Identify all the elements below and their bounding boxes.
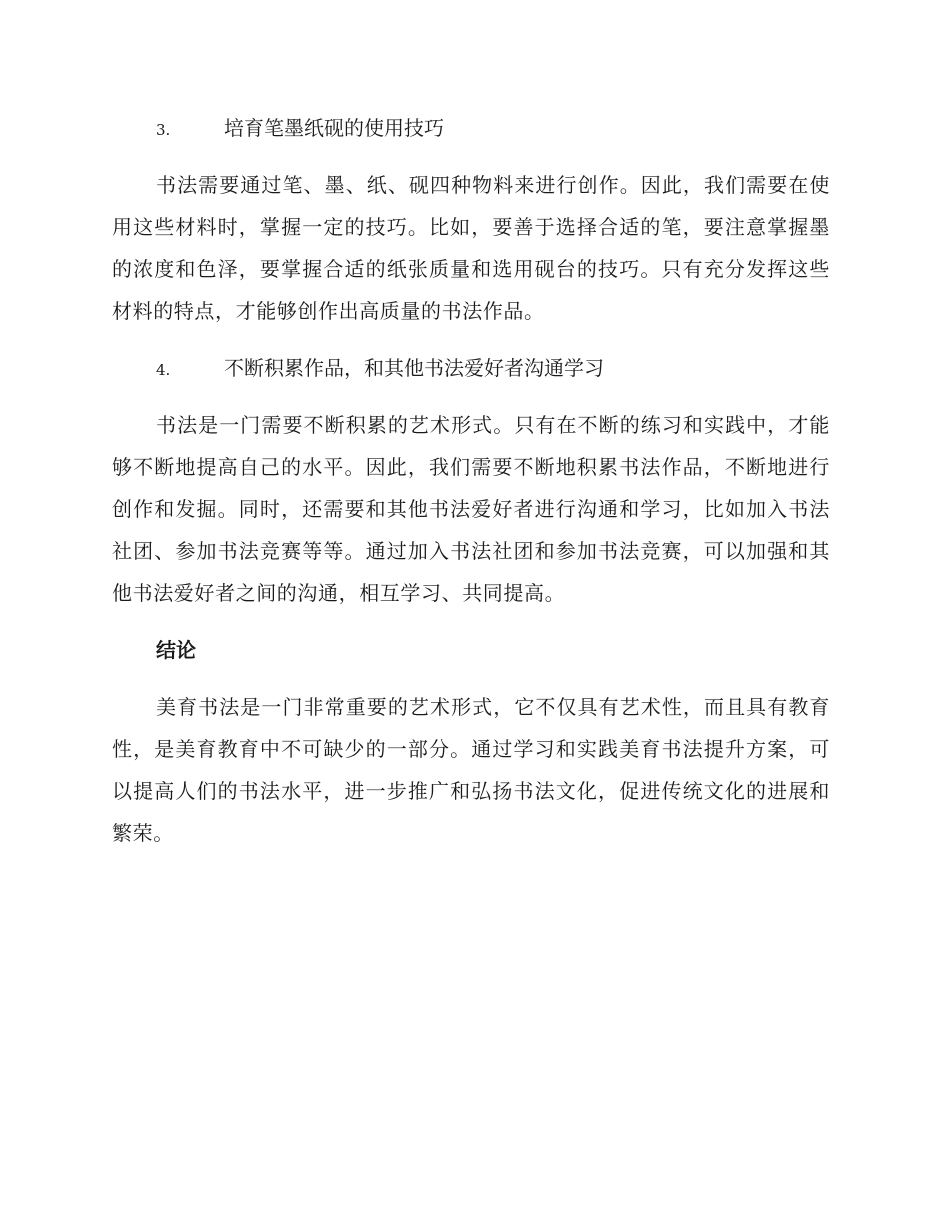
list-item-3-number: 3. bbox=[156, 121, 171, 139]
list-item-3-heading bbox=[112, 108, 830, 148]
document-body bbox=[112, 108, 830, 870]
list-item-4-heading bbox=[112, 348, 830, 388]
conclusion-paragraph: 美育书法是一门非常重要的艺术形式，它不仅具有艺术性，而且具有教育性，是美育教育中不可缺少的一部分。通过学习和实践美育书法提升方案，可以提高人们的书法水平，进一步推广和弘扬书法文化，促进传统文化的进展和繁荣。 bbox=[112, 695, 830, 845]
list-item-4-paragraph: 书法是一门需要不断积累的艺术形式。只有在不断的练习和实践中，才能够不断地提高自己的水平。因此，我们需要不断地积累书法作品，不断地进行创作和发掘。同时，还需要和其他书法爱好者进行沟通和学习，比如加入书法社团、参加书法竞赛等等。通过加入书法社团和参加书法竞赛，可以加强和其他书法爱好者之间的沟通，相互学习、共同提高。 bbox=[112, 413, 830, 605]
conclusion-heading: 结论 bbox=[156, 638, 196, 662]
list-item-4-title: 不断积累作品，和其他书法爱好者沟通学习 bbox=[224, 356, 604, 380]
list-item-3-paragraph: 书法需要通过笔、墨、纸、砚四种物料来进行创作。因此，我们需要在使用这些材料时，掌握一定的技巧。比如，要善于选择合适的笔，要注意掌握墨的浓度和色泽，要掌握合适的纸张质量和选用砚台的技巧。只有充分发挥这些材料的特点，才能够创作出高质量的书法作品。 bbox=[112, 173, 830, 323]
list-item-4-number: 4. bbox=[156, 361, 171, 379]
list-item-3-title: 培育笔墨纸砚的使用技巧 bbox=[224, 116, 444, 140]
